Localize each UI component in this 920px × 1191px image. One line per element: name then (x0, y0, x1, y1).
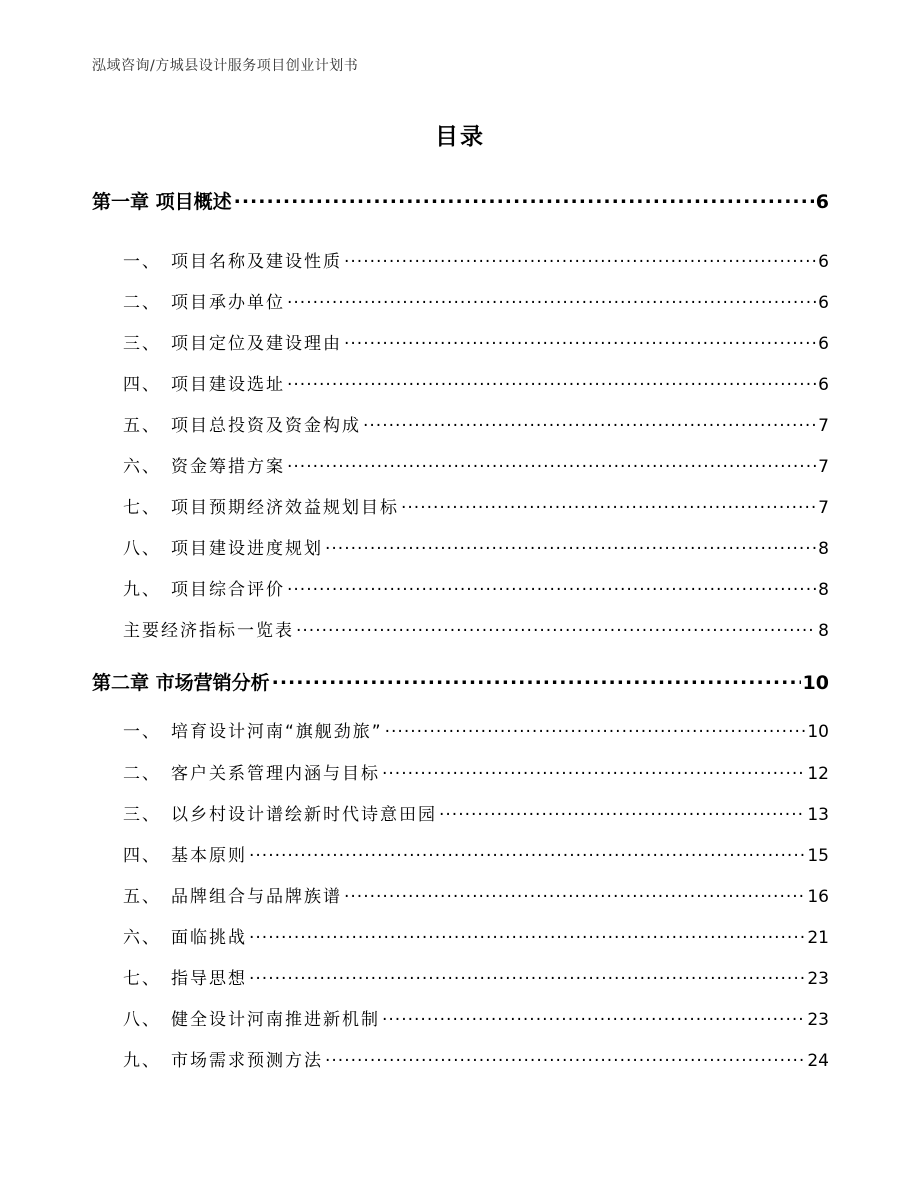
toc-chapter-1[interactable] (92, 185, 829, 214)
toc-leader-dots (385, 717, 806, 737)
toc-entry-label: 基本原则 (171, 846, 247, 867)
toc-page-number: 10 (802, 671, 829, 694)
toc-entry-number: 四、 (123, 846, 161, 867)
toc-page-number: 16 (807, 887, 829, 908)
toc-entry-number: 三、 (123, 805, 161, 826)
toc-entry[interactable] (123, 575, 829, 600)
toc-entry-label: 培育设计河南“旗舰劲旅” (171, 722, 383, 743)
toc-leader-dots (272, 666, 801, 689)
toc-entry-label: 主要经济指标一览表 (123, 621, 294, 642)
toc-leader-dots (296, 616, 816, 636)
toc-entry[interactable] (123, 759, 829, 784)
toc-entry-number: 一、 (123, 252, 161, 273)
toc-entry-label: 资金筹措方案 (171, 457, 285, 478)
toc-leader-dots (363, 411, 816, 431)
toc-leader-dots (344, 247, 816, 267)
toc-entry-label: 以乡村设计谱绘新时代诗意田园 (171, 805, 437, 826)
toc-entry[interactable] (123, 452, 829, 477)
toc-leader-dots (287, 370, 816, 390)
toc-entry-label: 市场需求预测方法 (171, 1051, 323, 1072)
toc-entry-number: 一、 (123, 722, 161, 743)
toc-page-number: 24 (807, 1051, 829, 1072)
toc-entry[interactable] (123, 329, 829, 354)
toc-entry[interactable] (123, 1046, 829, 1071)
toc-page-number: 8 (818, 621, 829, 642)
toc-chapter-label: 第一章 项目概述 (92, 190, 232, 213)
toc-leader-dots (325, 534, 816, 554)
toc-entry-label: 项目名称及建设性质 (171, 252, 342, 273)
toc-entry[interactable] (123, 1005, 829, 1030)
toc-page-number: 6 (818, 334, 829, 355)
toc-entry-label: 项目预期经济效益规划目标 (171, 498, 399, 519)
toc-leader-dots (382, 1005, 805, 1025)
toc-entry-label: 项目综合评价 (171, 580, 285, 601)
toc-page-number: 12 (807, 764, 829, 785)
toc-entry-number: 九、 (123, 1051, 161, 1072)
toc-entry-number: 四、 (123, 375, 161, 396)
toc-entry-label: 项目承办单位 (171, 293, 285, 314)
toc-entry[interactable] (123, 923, 829, 948)
toc-entry[interactable] (123, 493, 829, 518)
toc-leader-dots (401, 493, 816, 513)
toc-entry-number: 七、 (123, 498, 161, 519)
toc-page-number: 7 (818, 416, 829, 437)
toc-entry-number: 二、 (123, 764, 161, 785)
running-header: 泓域咨询/方城县设计服务项目创业计划书 (92, 58, 359, 74)
toc-entry-number: 六、 (123, 457, 161, 478)
toc-page-number: 23 (807, 1010, 829, 1031)
toc-entry[interactable] (123, 247, 829, 272)
toc-entry[interactable] (123, 411, 829, 436)
toc-entry-label: 项目定位及建设理由 (171, 334, 342, 355)
toc-leader-dots (382, 759, 805, 779)
toc-entry[interactable] (123, 964, 829, 989)
toc-entry[interactable] (123, 882, 829, 907)
toc-leader-dots (287, 288, 816, 308)
toc-entry-label: 项目建设进度规划 (171, 539, 323, 560)
toc-leader-dots (287, 575, 816, 595)
toc-page-number: 21 (807, 928, 829, 949)
toc-leader-dots (249, 841, 805, 861)
toc-title: 目录 (435, 124, 485, 150)
toc-page-number: 15 (807, 846, 829, 867)
toc-page-number: 8 (818, 539, 829, 560)
toc-entry-number: 九、 (123, 580, 161, 601)
toc-entry-number: 三、 (123, 334, 161, 355)
toc-entry-label: 面临挑战 (171, 928, 247, 949)
toc-entry-number: 六、 (123, 928, 161, 949)
toc-entry[interactable] (123, 841, 829, 866)
toc-entry[interactable] (123, 800, 829, 825)
toc-leader-dots (439, 800, 805, 820)
toc-entry[interactable] (123, 717, 829, 742)
toc-leader-dots (249, 964, 805, 984)
toc-entry-label: 项目总投资及资金构成 (171, 416, 361, 437)
toc-page-number: 6 (818, 252, 829, 273)
toc-entry[interactable] (123, 370, 829, 395)
toc-entry[interactable] (123, 616, 829, 641)
toc-page-number: 6 (815, 190, 829, 213)
toc-leader-dots (249, 923, 805, 943)
toc-page-number: 8 (818, 580, 829, 601)
toc-leader-dots (344, 329, 816, 349)
toc-page-number: 23 (807, 969, 829, 990)
toc-entry-label: 项目建设选址 (171, 375, 285, 396)
toc-entry-number: 五、 (123, 416, 161, 437)
toc-leader-dots (287, 452, 816, 472)
toc-entry-number: 八、 (123, 539, 161, 560)
toc-entry-label: 品牌组合与品牌族谱 (171, 887, 342, 908)
toc-entry-number: 八、 (123, 1010, 161, 1031)
toc-page-number: 13 (807, 805, 829, 826)
toc-page-number: 10 (807, 722, 829, 743)
toc-entry-number: 二、 (123, 293, 161, 314)
toc-leader-dots (344, 882, 805, 902)
toc-entry-label: 客户关系管理内涵与目标 (171, 764, 380, 785)
toc-leader-dots (234, 185, 814, 208)
toc-page-number: 6 (818, 293, 829, 314)
toc-entry-label: 指导思想 (171, 969, 247, 990)
toc-page-number: 7 (818, 498, 829, 519)
toc-entry-label: 健全设计河南推进新机制 (171, 1010, 380, 1031)
toc-chapter-label: 第二章 市场营销分析 (92, 671, 270, 694)
toc-chapter-2[interactable] (92, 666, 829, 695)
toc-entry[interactable] (123, 288, 829, 313)
toc-leader-dots (325, 1046, 805, 1066)
toc-page-number: 7 (818, 457, 829, 478)
toc-entry-number: 五、 (123, 887, 161, 908)
toc-page-number: 6 (818, 375, 829, 396)
toc-entry[interactable] (123, 534, 829, 559)
toc-entry-number: 七、 (123, 969, 161, 990)
